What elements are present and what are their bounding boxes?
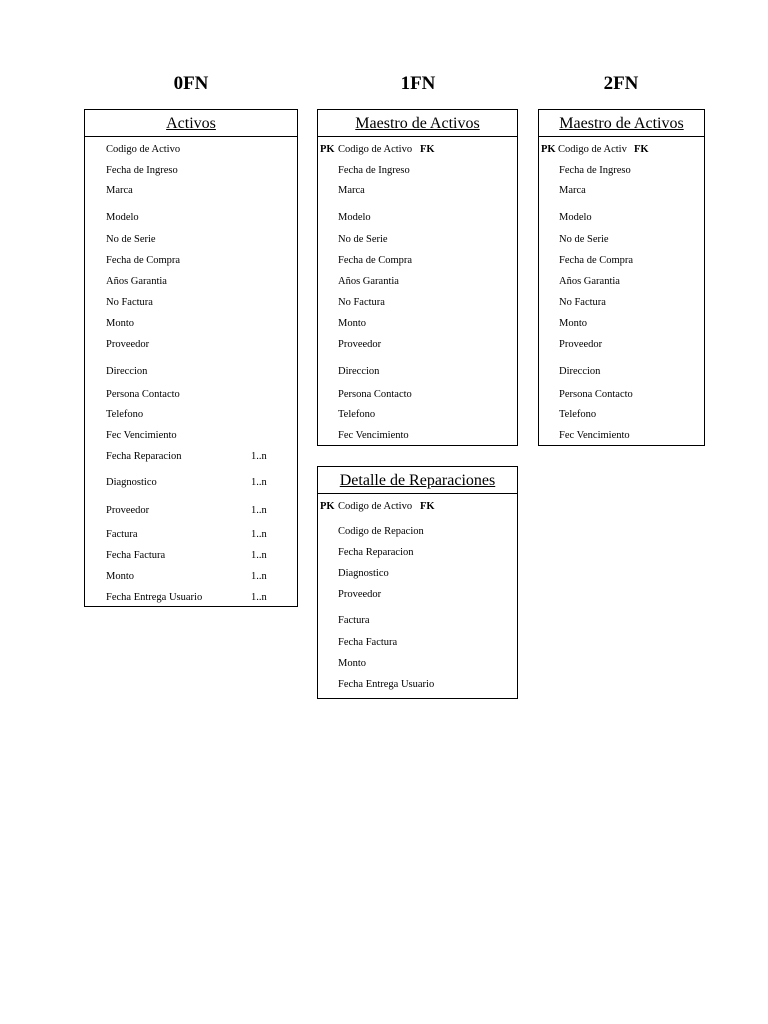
attribute-label: Fecha Reparacion [106, 451, 182, 462]
attribute-label: Proveedor [559, 339, 603, 350]
table-row [85, 274, 297, 290]
attribute-label: Fecha de Compra [559, 255, 634, 266]
table-row [85, 183, 297, 199]
key-row [318, 499, 517, 515]
attribute-label: Modelo [106, 212, 139, 223]
table-row [539, 183, 704, 199]
attribute-label: Codigo de Repacion [338, 526, 424, 537]
table-row [85, 387, 297, 403]
attribute-label: Monto [559, 318, 588, 329]
table-row [539, 295, 704, 311]
attribute-label: Fecha Factura [106, 550, 166, 561]
attribute-label: Persona Contacto [338, 389, 412, 400]
table-row [85, 163, 297, 179]
table-activos [84, 109, 298, 607]
cardinality-label: 1..n [251, 592, 267, 603]
attribute-label: Monto [106, 571, 135, 582]
table-row [85, 475, 297, 491]
attribute-label: Modelo [338, 212, 371, 223]
cardinality-label: 1..n [251, 505, 267, 516]
table-row [539, 316, 704, 332]
attribute-label: Fec Vencimiento [559, 430, 630, 441]
attribute-label: Telefono [338, 409, 376, 420]
table-title-maestro-2fn: Maestro de Activos [539, 110, 704, 137]
table-row [318, 274, 517, 290]
attribute-label: Fecha Reparacion [338, 547, 414, 558]
table-row [318, 613, 517, 629]
table-row [85, 590, 297, 606]
key-row [539, 142, 704, 158]
attribute-label: No de Serie [106, 234, 156, 245]
cardinality-label: 1..n [251, 571, 267, 582]
table-row [318, 656, 517, 672]
table-row [318, 232, 517, 248]
primary-key-marker: PK [320, 501, 335, 512]
table-row [85, 503, 297, 519]
attribute-label: Proveedor [106, 339, 150, 350]
attribute-label: Persona Contacto [106, 389, 180, 400]
table-row [318, 587, 517, 603]
table-title-detalle: Detalle de Reparaciones [318, 467, 517, 494]
attribute-label: Proveedor [338, 589, 382, 600]
attribute-label: Años Garantia [106, 276, 167, 287]
attribute-label: Direccion [338, 366, 380, 377]
heading-1fn: 1FN [400, 73, 436, 94]
table-row [318, 364, 517, 380]
attribute-label: Marca [338, 185, 365, 196]
table-row [318, 253, 517, 269]
attribute-label: Monto [106, 318, 135, 329]
table-row [539, 253, 704, 269]
table-row [318, 316, 517, 332]
attribute-label: Fecha Factura [338, 637, 398, 648]
foreign-key-marker: FK [634, 144, 649, 155]
table-row [318, 428, 517, 444]
attribute-label: Fecha de Compra [338, 255, 413, 266]
table-row [85, 569, 297, 585]
attribute-label: Fecha de Ingreso [559, 165, 631, 176]
foreign-key-marker: FK [420, 501, 435, 512]
attribute-label: Años Garantia [559, 276, 620, 287]
attribute-label: Modelo [559, 212, 592, 223]
attribute-label: Diagnostico [338, 568, 389, 579]
cardinality-label: 1..n [251, 529, 267, 540]
table-row [85, 210, 297, 226]
table-row [85, 337, 297, 353]
table-row [318, 183, 517, 199]
attribute-label: Fecha de Ingreso [338, 165, 410, 176]
table-row [85, 232, 297, 248]
attribute-label: Diagnostico [106, 477, 157, 488]
attribute-label: Fecha Entrega Usuario [338, 679, 435, 690]
attribute-label: Direccion [559, 366, 601, 377]
table-row [85, 295, 297, 311]
table-row [85, 428, 297, 444]
attribute-label: Telefono [106, 409, 144, 420]
table-row [85, 364, 297, 380]
table-row [318, 524, 517, 540]
table-row [85, 142, 297, 158]
primary-key-marker: PK [320, 144, 335, 155]
attribute-label: Fecha de Compra [106, 255, 181, 266]
table-row [318, 566, 517, 582]
attribute-label: Fecha Entrega Usuario [106, 592, 203, 603]
attribute-label: Factura [106, 529, 138, 540]
attribute-label: No Factura [106, 297, 153, 308]
table-row [318, 295, 517, 311]
table-row [318, 677, 517, 693]
table-row [539, 163, 704, 179]
heading-2fn: 2FN [603, 73, 639, 94]
table-row [318, 407, 517, 423]
foreign-key-marker: FK [420, 144, 435, 155]
table-row [85, 449, 297, 465]
table-row [85, 527, 297, 543]
attribute-label: Fec Vencimiento [338, 430, 409, 441]
table-row [318, 387, 517, 403]
attribute-label: Monto [338, 658, 367, 669]
attribute-label: Años Garantia [338, 276, 399, 287]
table-row [85, 253, 297, 269]
attribute-label: No de Serie [338, 234, 388, 245]
table-maestro-1fn [317, 109, 518, 446]
attribute-label: Monto [338, 318, 367, 329]
attribute-label: Codigo de Activo [338, 501, 413, 512]
attribute-label: Proveedor [106, 505, 150, 516]
attribute-label: No Factura [559, 297, 606, 308]
attribute-label: Codigo de Activo [338, 144, 413, 155]
table-row [539, 210, 704, 226]
attribute-label: Proveedor [338, 339, 382, 350]
table-row [85, 548, 297, 564]
table-row [85, 407, 297, 423]
table-row [539, 274, 704, 290]
table-row [318, 635, 517, 651]
table-row [85, 316, 297, 332]
table-row [539, 387, 704, 403]
table-row [318, 545, 517, 561]
table-row [318, 337, 517, 353]
table-row [539, 407, 704, 423]
primary-key-marker: PK [541, 144, 556, 155]
heading-0fn: 0FN [173, 73, 209, 94]
attribute-label: Telefono [559, 409, 597, 420]
table-row [318, 163, 517, 179]
attribute-label: No Factura [338, 297, 385, 308]
table-row [318, 210, 517, 226]
cardinality-label: 1..n [251, 477, 267, 488]
attribute-label: Marca [106, 185, 133, 196]
table-title-activos: Activos [85, 110, 297, 137]
attribute-label: Codigo de Activ [558, 144, 627, 155]
table-row [539, 364, 704, 380]
attribute-label: Fec Vencimiento [106, 430, 177, 441]
table-row [539, 232, 704, 248]
cardinality-label: 1..n [251, 550, 267, 561]
table-title-maestro-1fn: Maestro de Activos [318, 110, 517, 137]
attribute-label: Codigo de Activo [106, 144, 181, 155]
attribute-label: Direccion [106, 366, 148, 377]
attribute-label: Fecha de Ingreso [106, 165, 178, 176]
attribute-label: Marca [559, 185, 586, 196]
attribute-label: Factura [338, 615, 370, 626]
attribute-label: No de Serie [559, 234, 609, 245]
cardinality-label: 1..n [251, 451, 267, 462]
table-detalle-reparaciones [317, 466, 518, 699]
attribute-label: Persona Contacto [559, 389, 633, 400]
key-row [318, 142, 517, 158]
table-row [539, 337, 704, 353]
table-row [539, 428, 704, 444]
table-maestro-2fn [538, 109, 705, 446]
